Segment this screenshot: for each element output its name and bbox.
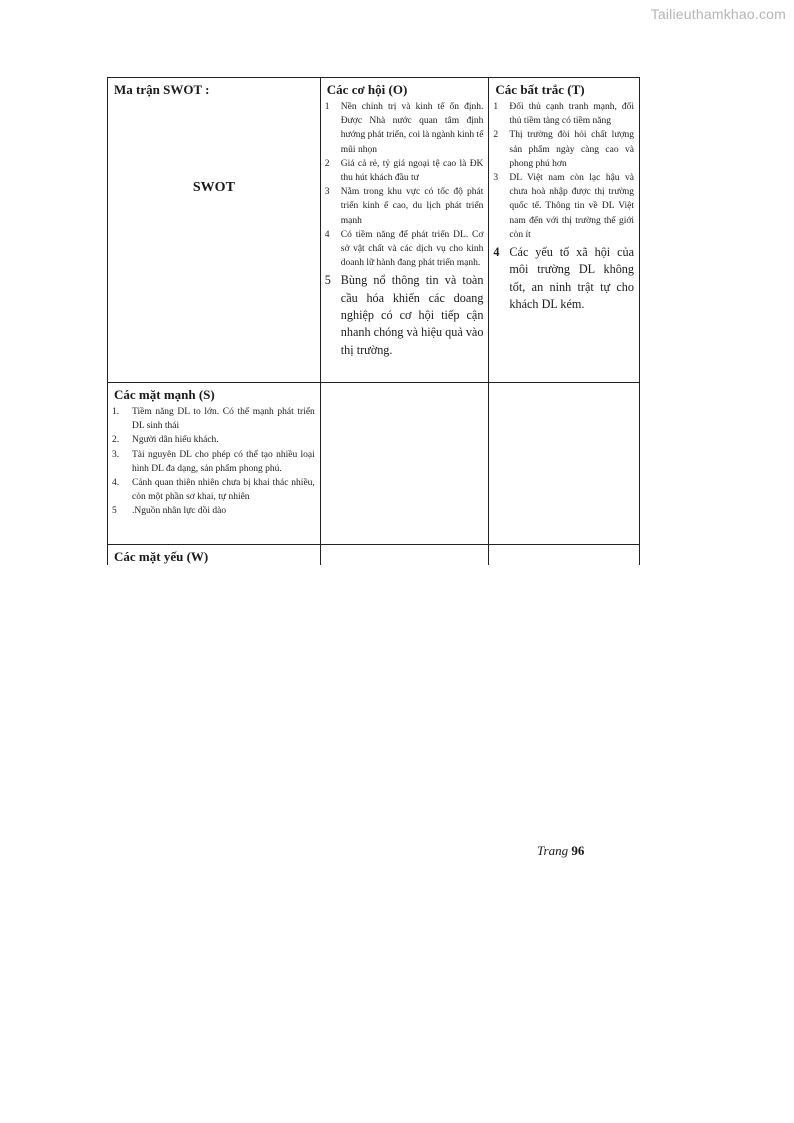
item-number: 1 <box>324 102 330 112</box>
list-item <box>112 476 315 504</box>
list-item <box>112 448 315 476</box>
list-item <box>325 185 484 228</box>
item-number: 4 <box>324 229 330 240</box>
threats-list <box>489 100 639 313</box>
item-number: 2 <box>324 158 330 169</box>
item-number: 3 <box>324 187 330 198</box>
page-number-value: 96 <box>571 843 585 858</box>
list-item <box>325 157 484 185</box>
wo-strategy-cell <box>320 545 489 568</box>
item-number: 3 <box>493 173 499 184</box>
list-item <box>493 128 634 171</box>
item-number: 4. <box>112 478 120 489</box>
list-item <box>112 433 315 447</box>
list-item <box>112 504 315 518</box>
table-row-strengths <box>108 383 640 545</box>
item-number: 3. <box>112 449 120 460</box>
page-label: Trang <box>537 843 569 858</box>
opportunities-cell <box>320 78 489 383</box>
item-number: 2. <box>112 435 120 446</box>
item-text: Giá cả rẻ, tỷ giá ngoại tệ cao là ĐK thu hút khách đầu tư <box>340 158 484 184</box>
list-item <box>325 100 484 157</box>
list-item <box>325 272 484 358</box>
item-text: Tài nguyên DL cho phép có thể tạo nhiều loại hình DL đa dạng, sản phẩm phong phú. <box>132 449 315 474</box>
weaknesses-cell <box>108 545 321 568</box>
opportunities-header: Các cơ hội (O) <box>326 82 408 97</box>
threats-header: Các bất trắc (T) <box>495 82 585 97</box>
item-text: Tiềm năng DL to lớn. Có thế mạnh phát triển DL sinh thái <box>132 407 315 432</box>
strengths-header: Các mặt mạnh (S) <box>114 387 215 402</box>
st-strategy-cell <box>489 383 640 545</box>
item-text: .Nguồn nhân lực dồi dào <box>132 506 227 517</box>
item-number: 5 <box>112 506 117 517</box>
weaknesses-header: Các mặt yếu (W) <box>114 549 209 564</box>
opportunities-list <box>321 100 489 359</box>
item-number: 1. <box>112 407 120 417</box>
item-text: Nền chính trị và kinh tế ổn định. Được Nhà nước quan tâm định hướng phát triển, coi là ngành kinh tế mũi nhọn <box>340 102 484 155</box>
page-number <box>537 843 584 859</box>
strengths-cell <box>108 383 321 545</box>
swot-matrix-table <box>107 77 640 567</box>
page-cut <box>100 565 660 585</box>
list-item <box>325 228 484 271</box>
item-text: Cảnh quan thiên nhiên chưa bị khai thác nhiều, còn một phần sơ khai, tự nhiên <box>132 478 315 503</box>
threats-cell <box>489 78 640 383</box>
item-number: 2 <box>493 130 499 141</box>
swot-label: SWOT <box>192 180 235 195</box>
item-text: Các yếu tố xã hội của môi trường DL không tốt, an ninh trật tự cho khách DL kém. <box>509 245 634 311</box>
item-number: 4 <box>493 245 500 260</box>
matrix-title: Ma trận SWOT : <box>114 82 210 97</box>
item-text: Bùng nổ thông tin và toàn cầu hóa khiến các doang nghiệp có cơ hội tiếp cận nhanh chóng và hiệu quả vào thị trường. <box>340 273 484 357</box>
list-item <box>493 244 634 313</box>
strengths-list <box>108 405 320 519</box>
wt-strategy-cell <box>489 545 640 568</box>
list-item <box>493 171 634 242</box>
item-text: Có tiềm năng để phát triển DL. Cơ sở vật chất và các dịch vụ cho kinh doanh lữ hành đang phát triển mạnh. <box>340 229 484 269</box>
item-text: Đối thủ cạnh tranh mạnh, đối thủ tiềm tàng có tiềm năng <box>509 102 634 127</box>
list-item <box>112 405 315 433</box>
table-row-weaknesses <box>108 545 640 568</box>
item-text: Nằm trong khu vực có tốc độ phát triển kinh ế cao, du lịch phát triển mạnh <box>340 187 484 226</box>
list-item <box>493 100 634 128</box>
item-number: 1 <box>493 102 499 112</box>
table-row-header <box>108 78 640 383</box>
watermark: Tailieuthamkhao.com <box>650 6 786 22</box>
item-text: Người dân hiếu khách. <box>132 435 219 446</box>
item-text: Thị trường đòi hỏi chất lượng sản phẩm ngày càng cao và phong phú hơn <box>509 130 634 169</box>
matrix-title-cell <box>108 78 321 383</box>
item-number: 5 <box>324 273 331 288</box>
so-strategy-cell <box>320 383 489 545</box>
item-text: DL Việt nam còn lạc hậu và chưa hoà nhập được thị trường quốc tế. Thông tin về DL Việt nam đến với thị trường thế giới còn ít <box>509 173 634 240</box>
